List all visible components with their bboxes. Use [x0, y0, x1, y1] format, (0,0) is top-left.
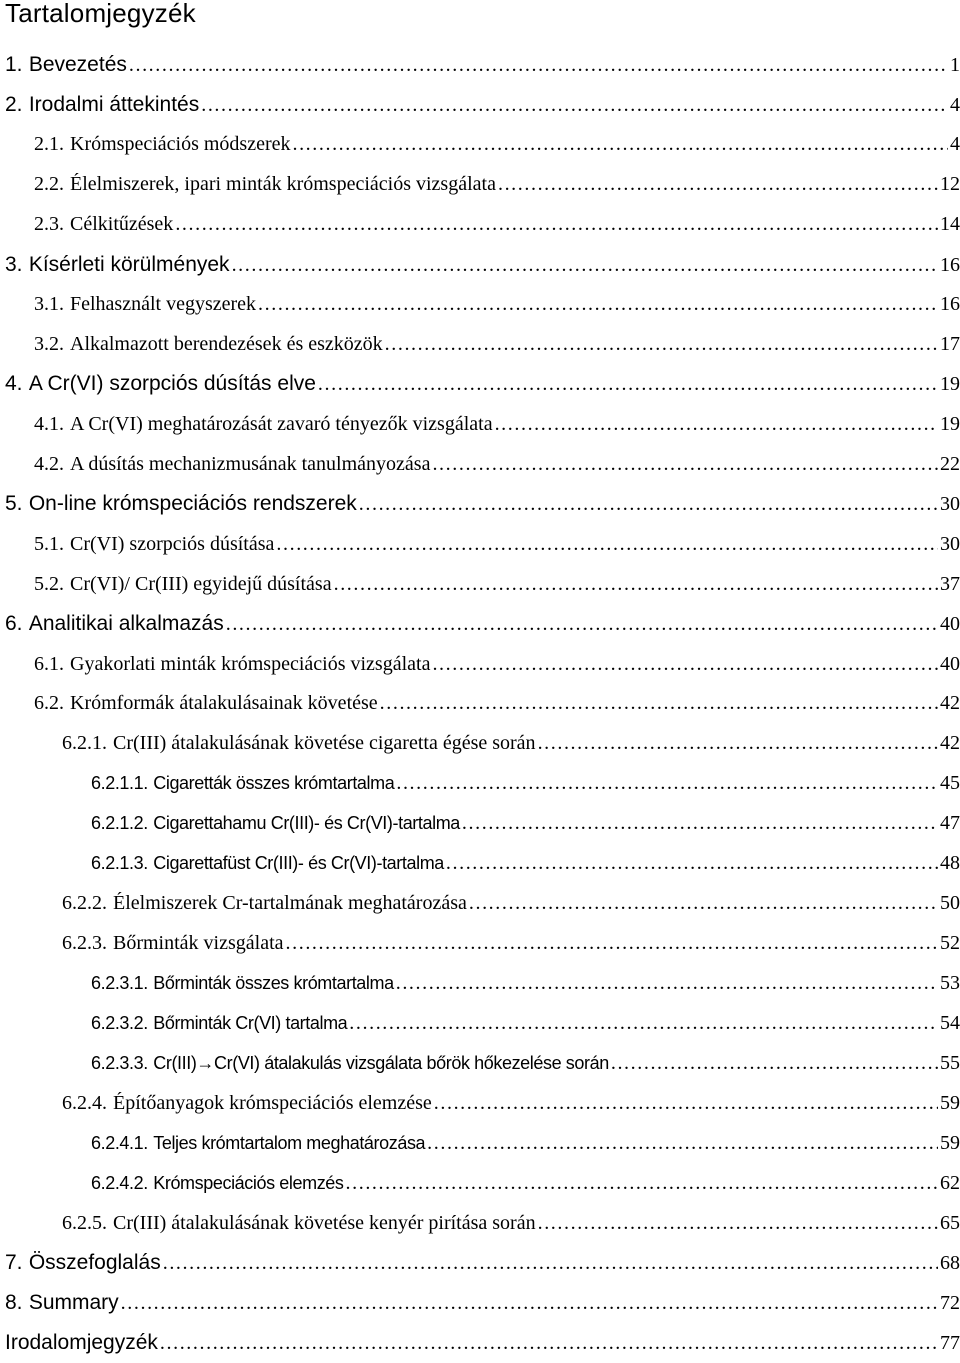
toc-entry-number: 6.2.1.3. [91, 853, 148, 874]
toc-entry-title: Bőrminták vizsgálata [113, 932, 284, 955]
toc-entry[interactable] [0, 1203, 960, 1243]
dot-leader [175, 213, 938, 236]
toc-entry[interactable] [0, 45, 960, 85]
toc-entry-title: Cr(VI) szorpciós dúsítása [70, 532, 275, 555]
toc-entry-page-number: 40 [940, 613, 960, 636]
dot-leader [286, 932, 938, 955]
toc-entry[interactable] [0, 404, 960, 444]
toc-entry[interactable] [0, 564, 960, 604]
toc-entry-line [34, 692, 960, 715]
toc-entry-title: On-line krómspeciációs rendszerek [28, 492, 357, 516]
toc-entry-page-number: 16 [940, 293, 960, 316]
toc-entry-number: 6.2.5. [62, 1211, 107, 1234]
dot-leader [201, 94, 948, 117]
toc-entry-page-number: 4 [950, 133, 960, 156]
dot-leader [226, 613, 938, 636]
toc-entry-line [91, 1172, 960, 1195]
toc-entry[interactable] [0, 604, 960, 644]
toc-entry[interactable] [0, 165, 960, 205]
dot-leader [498, 173, 938, 196]
toc-entry-line [34, 413, 960, 436]
toc-entry-page-number: 68 [940, 1252, 960, 1275]
toc-entry-title: Summary [28, 1291, 119, 1315]
toc-entry-page-number: 59 [940, 1131, 960, 1154]
toc-entry-line [91, 1132, 960, 1155]
toc-entry[interactable] [0, 1083, 960, 1123]
toc-entry[interactable] [0, 764, 960, 804]
toc-entry-page-number: 30 [940, 493, 960, 516]
dot-leader [318, 373, 938, 396]
toc-entry-line [5, 53, 960, 77]
toc-entry-page-number: 19 [940, 412, 960, 435]
toc-entry[interactable] [0, 804, 960, 844]
dot-leader [334, 573, 938, 596]
toc-entry[interactable] [0, 285, 960, 325]
toc-entry-title: Irodalmi áttekintés [28, 92, 200, 116]
dot-leader [121, 1292, 938, 1315]
toc-entry-number: 3.2. [34, 333, 64, 356]
dot-leader [495, 413, 938, 436]
toc-entry-title: Cr(VI)/ Cr(III) egyidejű dúsítása [70, 572, 332, 595]
toc-entry-page-number: 37 [940, 572, 960, 595]
toc-entry-number: 4.1. [34, 412, 64, 435]
toc-entry-title: Krómformák átalakulásainak követése [70, 692, 378, 715]
toc-entry-number: 6.1. [34, 652, 64, 675]
dot-leader [538, 1212, 938, 1235]
toc-entry-line [62, 1092, 960, 1115]
toc-entry-line [34, 533, 960, 556]
toc-entry[interactable] [0, 1123, 960, 1163]
toc-entry-number: 8. [5, 1291, 23, 1315]
toc-entry-number: 6.2.3. [62, 932, 107, 955]
toc-entry[interactable] [0, 444, 960, 484]
toc-entry-line [5, 492, 960, 516]
toc-entry-number: 2. [5, 92, 23, 116]
toc-entry-number: 4. [5, 372, 23, 396]
dot-leader [432, 653, 938, 676]
toc-entry-page-number: 47 [940, 812, 960, 835]
dot-leader [446, 852, 938, 875]
toc-entry-line [91, 1012, 960, 1035]
toc-entry-number: 6.2.1.1. [91, 773, 148, 794]
toc-entry[interactable] [0, 964, 960, 1004]
toc-entry-title: Élelmiszerek Cr-tartalmának meghatározása [113, 892, 467, 915]
toc-entry-page-number: 14 [940, 213, 960, 236]
toc-entry-number: 3.1. [34, 293, 64, 316]
toc-entry[interactable] [0, 205, 960, 245]
dot-leader [163, 1252, 938, 1275]
toc-entry[interactable] [0, 1283, 960, 1323]
toc-entry-title: Gyakorlati minták krómspeciációs vizsgálata [70, 652, 431, 675]
toc-entry-title: Bőrminták összes krómtartalma [153, 973, 394, 994]
toc-entry[interactable] [0, 1243, 960, 1283]
toc-entry-line [62, 892, 960, 915]
toc-entry[interactable] [0, 884, 960, 924]
toc-entry-line [5, 1251, 960, 1275]
toc-entry-line [34, 333, 960, 356]
toc-entry-number: 2.3. [34, 213, 64, 236]
toc-entry-line [5, 93, 960, 117]
toc-entry-title: A Cr(VI) szorpciós dúsítás elve [28, 372, 316, 396]
toc-entry-title: Teljes krómtartalom meghatározása [153, 1132, 426, 1153]
dot-leader [292, 133, 948, 156]
toc-entry-page-number: 4 [950, 93, 960, 116]
dot-leader [276, 533, 938, 556]
toc-entry-line [5, 1291, 960, 1315]
toc-entry-number: 3. [5, 252, 23, 276]
toc-entry-number: 6.2.4.2. [91, 1172, 148, 1193]
toc-entry-page-number: 48 [940, 852, 960, 875]
toc-entry[interactable] [0, 365, 960, 405]
toc-entry-title: Krómspeciációs elemzés [153, 1172, 344, 1193]
toc-entry-title: Cigarettafüst Cr(III)- és Cr(VI)-tartalma [153, 853, 444, 874]
toc-entry-page-number: 42 [940, 732, 960, 755]
toc-entry-title: Kísérleti körülmények [28, 252, 230, 276]
toc-entry[interactable] [0, 325, 960, 365]
toc-entry-page-number: 52 [940, 932, 960, 955]
toc-entry-number: 4.2. [34, 452, 64, 475]
toc-entry-line [34, 293, 960, 316]
dot-leader [380, 692, 938, 715]
toc-entry-page-number: 65 [940, 1211, 960, 1234]
toc-entry[interactable] [0, 684, 960, 724]
toc-entry-title: Analitikai alkalmazás [28, 612, 224, 636]
toc-entry-number: 2.1. [34, 133, 64, 156]
toc-entry-number: 2.2. [34, 173, 64, 196]
toc-entry-line [62, 1212, 960, 1235]
toc-entry-page-number: 59 [940, 1091, 960, 1114]
dot-leader [432, 453, 938, 476]
toc-entry-title: Irodalomjegyzék [5, 1330, 158, 1354]
dot-leader [160, 1332, 938, 1355]
toc-entry-title: Bőrminták Cr(VI) tartalma [153, 1012, 348, 1033]
toc-entry-number: 1. [5, 52, 23, 76]
dot-leader [359, 493, 938, 516]
dot-leader [462, 812, 938, 835]
toc-entry-page-number: 53 [940, 972, 960, 995]
dot-leader [258, 293, 938, 316]
dot-leader [538, 732, 938, 755]
toc-entry-title: Cr(III) átalakulásának követése kenyér pirítása során [113, 1211, 536, 1234]
toc-entry-page-number: 16 [940, 253, 960, 276]
toc-entry-number: 6.2.2. [62, 892, 107, 915]
toc-entry-title: Cigarettahamu Cr(III)- és Cr(VI)-tartalma [153, 813, 460, 834]
toc-entry[interactable] [0, 924, 960, 964]
toc-entry-line [91, 972, 960, 995]
toc-entry-page-number: 22 [940, 452, 960, 475]
dot-leader [396, 972, 938, 995]
toc-entry[interactable] [0, 524, 960, 564]
toc-entry-page-number: 1 [950, 53, 960, 76]
toc-entry-title: Bevezetés [28, 52, 127, 76]
dot-leader [385, 333, 938, 356]
toc-entry[interactable] [0, 1323, 960, 1363]
dot-leader [346, 1172, 938, 1195]
toc-entry-line [5, 372, 960, 396]
toc-entry-number: 7. [5, 1251, 23, 1275]
toc-entry-title: A Cr(VI) meghatározását zavaró tényezők vizsgálata [70, 412, 493, 435]
toc-entry-title: Krómspeciációs módszerek [70, 133, 291, 156]
dot-leader [349, 1012, 938, 1035]
toc-entry-title: Cr(III)→Cr(VI) átalakulás vizsgálata bőrök hőkezelése során [153, 1052, 609, 1073]
toc-entry-line [62, 932, 960, 955]
toc-entry-page-number: 62 [940, 1171, 960, 1194]
toc-entry[interactable] [0, 724, 960, 764]
toc-entry-line [34, 453, 960, 476]
toc-entry-number: 6.2.1.2. [91, 813, 148, 834]
toc-entry-number: 6.2.4.1. [91, 1132, 148, 1153]
toc-entry-line [5, 1331, 960, 1355]
toc-entry-title: Cr(III) átalakulásának követése cigaretta égése során [113, 732, 536, 755]
toc-entry[interactable] [0, 644, 960, 684]
dot-leader [427, 1132, 938, 1155]
toc-entry[interactable] [0, 1043, 960, 1083]
toc-entry-page-number: 45 [940, 772, 960, 795]
toc-entry-line [62, 732, 960, 755]
toc-entry-line [5, 612, 960, 636]
toc-entry-page-number: 30 [940, 532, 960, 555]
toc-entry-title: Cigaretták összes krómtartalma [153, 773, 395, 794]
toc-entry-line [34, 573, 960, 596]
toc-entry-number: 5.2. [34, 572, 64, 595]
toc-entry-number: 5. [5, 492, 23, 516]
toc-entry-number: 6.2.1. [62, 732, 107, 755]
toc-entry[interactable] [0, 125, 960, 165]
toc-entry-line [34, 173, 960, 196]
toc-entry-number: 5.1. [34, 532, 64, 555]
toc-entry-page-number: 77 [940, 1331, 960, 1354]
toc-entry-line [91, 772, 960, 795]
toc-entry-title: Alkalmazott berendezések és eszközök [70, 333, 383, 356]
dot-leader [434, 1092, 938, 1115]
toc-entry[interactable] [0, 85, 960, 125]
toc-entry[interactable] [0, 245, 960, 285]
toc-entry-title: A dúsítás mechanizmusának tanulmányozása [70, 452, 431, 475]
dot-leader [611, 1052, 938, 1075]
toc-entry-page-number: 72 [940, 1292, 960, 1315]
toc-entry-title: Élelmiszerek, ipari minták krómspeciációs vizsgálata [70, 173, 496, 196]
toc-entry-page-number: 40 [940, 652, 960, 675]
toc-entry-line [34, 133, 960, 156]
toc-entry-page-number: 17 [940, 333, 960, 356]
toc-entry-number: 6. [5, 612, 23, 636]
toc-entry-number: 6.2.3.3. [91, 1052, 148, 1073]
toc-entry[interactable] [0, 1004, 960, 1044]
toc-entry[interactable] [0, 844, 960, 884]
toc-list [0, 45, 960, 1363]
toc-entry-page-number: 54 [940, 1011, 960, 1034]
dot-leader [396, 772, 938, 795]
toc-entry-line [91, 812, 960, 835]
toc-entry[interactable] [0, 484, 960, 524]
toc-entry-page-number: 42 [940, 692, 960, 715]
toc-entry-page-number: 12 [940, 173, 960, 196]
dot-leader [129, 54, 948, 77]
toc-entry-line [34, 653, 960, 676]
dot-leader [232, 254, 938, 277]
page-title: Tartalomjegyzék [5, 0, 196, 28]
toc-entry-line [5, 253, 960, 277]
toc-entry-page-number: 55 [940, 1051, 960, 1074]
toc-entry-number: 6.2.4. [62, 1091, 107, 1114]
toc-entry-title: Összefoglalás [28, 1251, 161, 1275]
toc-entry-title: Felhasznált vegyszerek [70, 293, 257, 316]
toc-entry-number: 6.2.3.2. [91, 1012, 148, 1033]
toc-entry-page-number: 19 [940, 373, 960, 396]
toc-entry-title: Építőanyagok krómspeciációs elemzése [113, 1091, 432, 1114]
toc-entry-line [91, 1052, 960, 1075]
toc-entry-page-number: 50 [940, 892, 960, 915]
toc-entry[interactable] [0, 1163, 960, 1203]
toc-entry-number: 6.2. [34, 692, 64, 715]
toc-entry-line [91, 852, 960, 875]
toc-entry-line [34, 213, 960, 236]
toc-entry-title: Célkitűzések [70, 213, 174, 236]
dot-leader [469, 892, 938, 915]
toc-entry-number: 6.2.3.1. [91, 973, 148, 994]
